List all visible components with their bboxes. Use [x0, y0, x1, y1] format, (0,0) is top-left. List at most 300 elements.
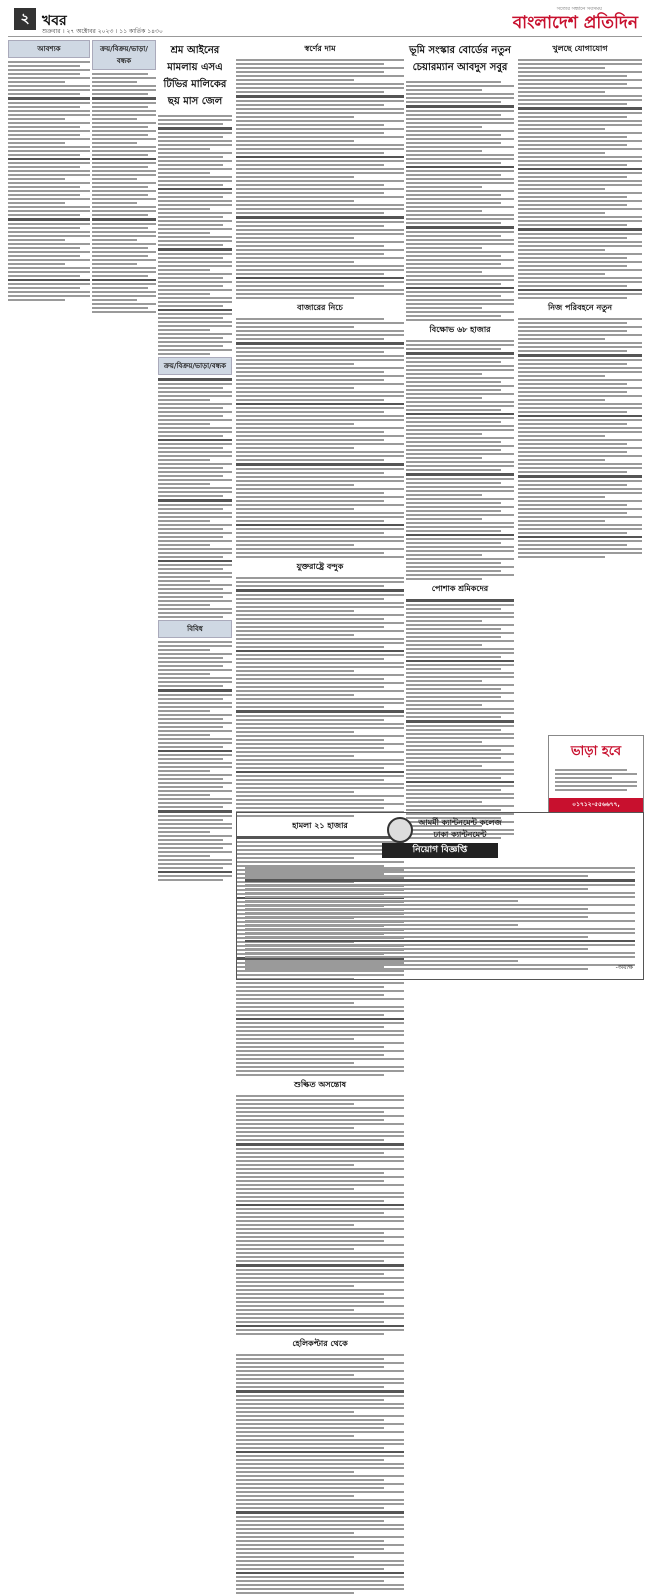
text-line: [236, 1127, 354, 1129]
text-line: [406, 198, 514, 200]
text-line: [518, 463, 642, 465]
text-line: [406, 486, 514, 488]
text-line: [236, 512, 404, 514]
text-line: [406, 562, 501, 564]
text-line: [158, 301, 232, 303]
text-line: [236, 594, 404, 596]
story-headline: ভূমি সংস্কার বোর্ডের নতুন চেয়ারম্যান আবদুস সবুর: [409, 45, 511, 73]
text-line: [236, 1333, 384, 1335]
text-line: [236, 1212, 384, 1214]
text-line: [158, 516, 232, 518]
text-line: [236, 164, 384, 166]
dateline: শুক্রবার । ২৭ অক্টোবর ২০২৩ । ১১ কার্তিক ১৪৩০: [42, 28, 163, 35]
text-line: [406, 510, 501, 512]
text-line: [236, 1399, 384, 1401]
text-line: [158, 160, 232, 162]
text-line: [236, 71, 384, 73]
text-line: [158, 244, 223, 246]
text-line: [92, 202, 137, 204]
text-line: [92, 146, 156, 148]
text-line: [158, 224, 223, 226]
text-line: [158, 798, 232, 800]
text-line: [406, 785, 514, 787]
text-line: [158, 750, 232, 753]
text-line: [406, 130, 514, 132]
text-line: [406, 753, 514, 755]
text-line: [236, 136, 404, 138]
text-line: [158, 119, 232, 121]
text-line: [518, 176, 627, 178]
text-line: [406, 469, 501, 471]
text-line: [158, 706, 232, 708]
text-line: [236, 326, 354, 328]
text-line: [158, 127, 232, 130]
text-line: [236, 1386, 384, 1388]
text-line: [236, 176, 354, 178]
text-line: [158, 847, 223, 849]
text-line: [236, 480, 404, 482]
text-line: [518, 192, 642, 194]
story-body: [158, 115, 232, 355]
text-line: [236, 1431, 404, 1433]
text-line: [236, 459, 384, 461]
text-line: [236, 297, 354, 299]
text-line: [518, 322, 627, 324]
text-line: [92, 114, 156, 116]
text-line: [236, 261, 354, 263]
text-line: [406, 315, 501, 317]
text-line: [236, 1184, 404, 1186]
text-line: [236, 1475, 404, 1477]
text-line: [406, 340, 514, 342]
text-line: [158, 592, 232, 594]
text-line: [158, 447, 223, 449]
text-line: [158, 560, 232, 563]
text-line: [8, 150, 90, 152]
text-line: [236, 775, 404, 777]
text-line: [236, 116, 354, 118]
text-line: [236, 1301, 384, 1303]
text-line: [245, 944, 635, 946]
text-line: [406, 801, 482, 803]
text-line: [518, 508, 642, 510]
text-line: [518, 285, 627, 287]
text-line: [92, 283, 156, 285]
text-line: [236, 1499, 404, 1501]
text-line: [518, 120, 642, 122]
text-line: [236, 1516, 404, 1518]
text-line: [236, 1370, 404, 1372]
text-line: [406, 789, 501, 791]
text-line: [236, 516, 404, 518]
text-line: [92, 110, 156, 112]
text-line: [158, 730, 232, 732]
text-line: [406, 660, 514, 663]
text-line: [8, 223, 90, 225]
text-line: [236, 598, 384, 600]
text-line: [406, 166, 514, 169]
text-line: [8, 275, 80, 277]
text-line: [236, 1074, 384, 1076]
text-line: [236, 610, 354, 612]
text-line: [406, 624, 514, 626]
text-line: [518, 524, 642, 526]
notice-body: [245, 865, 635, 972]
text-line: [236, 391, 404, 393]
text-line: [518, 443, 627, 445]
text-line: [245, 867, 635, 869]
text-line: [158, 317, 223, 319]
text-line: [236, 771, 404, 774]
text-line: [158, 608, 232, 610]
text-line: [236, 622, 404, 624]
text-line: [236, 1236, 404, 1238]
text-line: [518, 63, 642, 65]
text-line: [518, 87, 642, 89]
text-line: [8, 146, 90, 148]
text-line: [406, 393, 514, 395]
text-line: [406, 574, 514, 576]
text-line: [406, 381, 501, 383]
text-line: [406, 708, 514, 710]
text-line: [406, 478, 514, 480]
text-line: [236, 112, 404, 114]
text-line: [236, 1208, 404, 1210]
text-line: [236, 577, 404, 579]
text-line: [236, 1224, 354, 1226]
text-line: [158, 463, 232, 465]
text-line: [158, 851, 232, 853]
story-headline: পোশাক শ্রমিকদের: [431, 583, 489, 593]
text-line: [8, 118, 65, 120]
text-line: [236, 488, 404, 490]
text-line: [158, 641, 232, 643]
text-line: [406, 550, 514, 552]
text-line: [406, 377, 514, 379]
story-headline: বাজারের নিচে: [297, 302, 343, 312]
text-line: [236, 1455, 404, 1457]
text-line: [518, 164, 627, 166]
text-line: [236, 743, 404, 745]
text-line: [555, 773, 637, 775]
text-line: [406, 668, 501, 670]
text-line: [92, 85, 156, 87]
text-line: [236, 168, 404, 170]
text-line: [236, 998, 404, 1000]
text-line: [518, 289, 642, 292]
text-line: [158, 423, 210, 425]
text-line: [236, 1560, 404, 1562]
text-line: [236, 1317, 404, 1319]
text-line: [406, 733, 514, 735]
text-line: [406, 696, 501, 698]
text-line: [236, 982, 404, 984]
text-line: [92, 243, 156, 245]
text-line: [236, 104, 384, 106]
text-line: [236, 1407, 404, 1409]
text-line: [158, 208, 210, 210]
text-line: [236, 1196, 404, 1198]
text-line: [236, 1552, 404, 1554]
text-line: [158, 722, 232, 724]
text-line: [236, 1544, 404, 1546]
text-line: [236, 1058, 404, 1060]
text-line: [8, 186, 80, 188]
text-line: [236, 1366, 384, 1368]
text-line: [406, 425, 514, 427]
text-line: [236, 472, 384, 474]
text-line: [158, 665, 223, 667]
text-line: [236, 375, 404, 377]
text-line: [92, 231, 156, 233]
text-line: [158, 653, 232, 655]
text-line: [406, 97, 514, 99]
story-body: [236, 1095, 404, 1335]
text-line: [236, 1204, 404, 1207]
text-line: [236, 237, 354, 239]
text-line: [406, 745, 514, 747]
text-line: [518, 116, 627, 118]
text-line: [236, 698, 404, 700]
text-line: [236, 678, 384, 680]
text-line: [8, 299, 65, 301]
text-line: [406, 704, 482, 706]
text-line: [245, 879, 635, 882]
text-line: [518, 387, 642, 389]
text-line: [236, 484, 354, 486]
text-line: [236, 75, 404, 77]
text-line: [158, 391, 232, 393]
text-line: [236, 1026, 384, 1028]
classified-heading: ক্রয়/বিক্রয়/ভাড়া/বন্ধক: [158, 357, 232, 375]
text-line: [406, 765, 482, 767]
text-line: [518, 180, 642, 182]
text-line: [406, 210, 482, 212]
text-line: [406, 182, 514, 184]
text-line: [518, 330, 627, 332]
text-line: [406, 251, 514, 253]
text-line: [236, 415, 404, 417]
text-line: [92, 142, 137, 144]
text-line: [406, 413, 514, 416]
text-line: [406, 421, 501, 423]
text-line: [518, 532, 627, 534]
text-line: [158, 236, 232, 238]
text-line: [518, 245, 642, 247]
text-line: [518, 496, 605, 498]
text-line: [158, 843, 232, 845]
text-line: [158, 645, 232, 647]
text-line: [406, 93, 514, 95]
text-line: [406, 235, 501, 237]
text-line: [236, 1014, 384, 1016]
text-line: [158, 806, 223, 808]
text-line: [158, 495, 223, 497]
text-line: [518, 216, 642, 218]
text-line: [8, 202, 65, 204]
text-line: [236, 1532, 354, 1534]
text-line: [236, 196, 404, 198]
text-line: [236, 727, 404, 729]
text-line: [236, 634, 354, 636]
text-line: [158, 524, 232, 526]
text-line: [406, 105, 514, 108]
text-line: [158, 580, 210, 582]
text-line: [8, 259, 90, 261]
text-line: [406, 81, 501, 83]
text-line: [158, 459, 210, 461]
text-line: [236, 447, 354, 449]
text-line: [518, 241, 642, 243]
text-line: [406, 534, 514, 537]
text-line: [158, 504, 232, 506]
text-line: [92, 206, 156, 208]
text-line: [518, 269, 642, 271]
text-line: [518, 516, 642, 518]
text-line: [236, 1540, 384, 1542]
text-line: [236, 670, 354, 672]
text-line: [518, 281, 642, 283]
text-line: [236, 318, 384, 320]
text-line: [158, 839, 223, 841]
text-line: [8, 77, 90, 79]
text-line: [518, 556, 605, 558]
text-line: [92, 295, 156, 297]
text-line: [92, 251, 156, 253]
text-line: [158, 616, 223, 618]
text-line: [245, 964, 635, 966]
text-line: [555, 777, 612, 779]
text-line: [406, 805, 514, 807]
text-line: [245, 928, 635, 930]
text-line: [245, 912, 635, 914]
text-line: [8, 102, 90, 104]
text-line: [236, 1309, 354, 1311]
text-line: [406, 554, 482, 556]
text-line: [236, 140, 354, 142]
text-line: [158, 718, 223, 720]
text-line: [406, 259, 514, 261]
text-line: [236, 1103, 354, 1105]
text-line: [236, 1439, 404, 1441]
text-line: [158, 754, 232, 756]
text-line: [518, 168, 642, 171]
text-line: [518, 548, 642, 550]
text-line: [236, 1325, 404, 1328]
text-line: [406, 716, 501, 718]
text-line: [158, 677, 232, 679]
text-line: [158, 491, 232, 493]
text-line: [158, 353, 210, 355]
text-line: [236, 172, 404, 174]
text-line: [158, 685, 223, 687]
text-line: [236, 200, 354, 202]
text-line: [158, 512, 232, 514]
text-line: [518, 253, 642, 255]
text-line: [518, 350, 627, 352]
text-line: [236, 156, 404, 159]
text-line: [236, 1354, 404, 1356]
text-line: [406, 522, 514, 524]
text-line: [158, 520, 210, 522]
text-line: [158, 681, 232, 683]
text-line: [236, 379, 384, 381]
text-line: [236, 1156, 404, 1158]
text-line: [158, 536, 223, 538]
text-line: [158, 596, 223, 598]
text-line: [236, 548, 404, 550]
text-line: [236, 1006, 404, 1008]
text-line: [92, 287, 148, 289]
text-line: [8, 287, 80, 289]
text-line: [8, 247, 80, 249]
text-line: [406, 357, 514, 359]
text-line: [406, 295, 501, 297]
text-line: [158, 661, 232, 663]
text-line: [518, 261, 642, 263]
text-line: [406, 348, 501, 350]
classified-block: [92, 73, 156, 313]
text-line: [518, 249, 605, 251]
text-line: [406, 644, 482, 646]
text-line: [236, 1148, 404, 1150]
text-line: [158, 431, 232, 433]
text-line: [236, 1358, 384, 1360]
text-line: [8, 162, 90, 164]
text-line: [92, 122, 156, 124]
text-line: [8, 73, 80, 75]
text-line: [236, 1046, 384, 1048]
text-line: [158, 196, 223, 198]
text-line: [8, 138, 90, 140]
text-line: [406, 506, 514, 508]
text-line: [518, 480, 642, 482]
text-line: [8, 114, 90, 116]
text-line: [236, 1176, 404, 1178]
text-line: [236, 767, 384, 769]
text-line: [92, 259, 156, 261]
text-line: [518, 208, 642, 210]
text-line: [236, 1321, 384, 1323]
text-line: [236, 1010, 404, 1012]
text-line: [158, 212, 232, 214]
text-line: [158, 810, 232, 813]
text-line: [92, 178, 137, 180]
text-line: [406, 299, 514, 301]
text-line: [406, 126, 482, 128]
text-line: [158, 261, 232, 263]
text-line: [406, 158, 514, 160]
text-line: [245, 892, 635, 894]
text-line: [158, 499, 232, 502]
text-line: [236, 273, 384, 275]
text-line: [236, 128, 404, 130]
text-line: [158, 564, 232, 566]
text-line: [236, 1471, 354, 1473]
text-line: [236, 1152, 384, 1154]
text-line: [158, 313, 232, 315]
text-line: [236, 654, 404, 656]
text-line: [92, 255, 148, 257]
text-line: [518, 160, 642, 162]
text-line: [236, 1487, 384, 1489]
text-line: [518, 95, 642, 97]
text-line: [236, 132, 384, 134]
text-line: [518, 540, 642, 542]
text-line: [406, 729, 501, 731]
text-line: [245, 960, 518, 962]
text-line: [158, 823, 232, 825]
